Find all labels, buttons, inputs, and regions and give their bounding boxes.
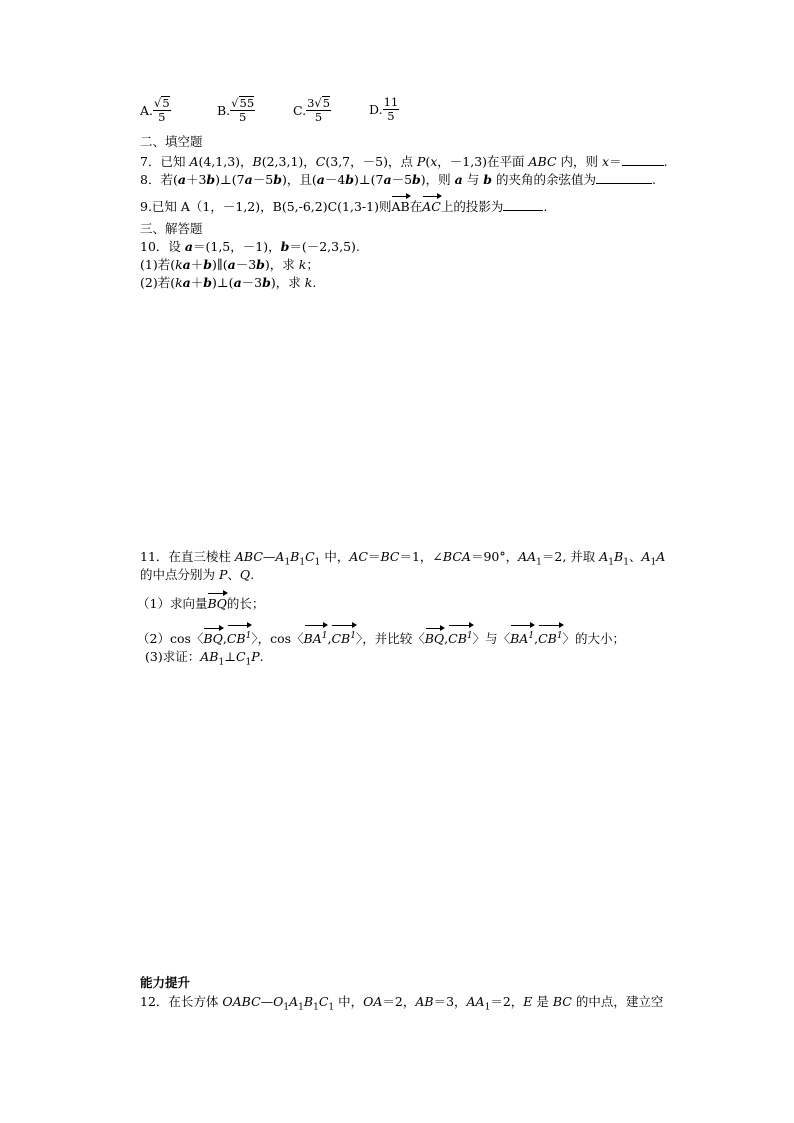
q7-var: x: [602, 154, 610, 169]
vector-arrow-icon: BQ: [203, 627, 222, 647]
q11-sup: 1: [556, 631, 563, 641]
q11-sup: 1: [245, 631, 252, 641]
vector-arrow-icon: [538, 624, 562, 647]
q7-plane: ABC: [528, 154, 557, 169]
q8-text: 与: [462, 172, 484, 187]
q11-var: A: [656, 549, 666, 564]
q12-text: 12．在长方体: [140, 994, 223, 1009]
q11-sub: 1: [536, 557, 542, 568]
question-9: [140, 195, 547, 215]
vector-arrow-icon: [331, 624, 355, 647]
q11-text: 、: [227, 567, 240, 582]
q11-sub: 1: [284, 557, 291, 568]
q11-text: 11．在直三棱柱: [140, 549, 235, 564]
choice-letter: B.: [217, 102, 231, 118]
vector-a: a: [233, 275, 242, 290]
q11-var: AB: [200, 649, 219, 664]
q11-var: AA: [518, 549, 537, 564]
q11-var: C: [305, 549, 315, 564]
denominator: 5: [314, 110, 323, 124]
q11-text: 〉与〈: [472, 631, 511, 647]
q11-text: .: [250, 567, 255, 582]
fraction: [230, 96, 255, 124]
vector-label: CB: [226, 631, 246, 647]
q11-text: 的长；: [226, 596, 265, 611]
q11-text: 的中点分别为: [140, 567, 219, 582]
q11-var: ABC: [234, 549, 263, 564]
q8-text: 8．若(: [140, 172, 178, 187]
q9-text: 上的投影为: [440, 199, 504, 214]
section-heading-fill: 二、填空题: [140, 134, 203, 149]
q11-text: （2）cos〈: [137, 631, 204, 647]
vector-a: a: [184, 239, 193, 254]
vector-a: a: [227, 257, 236, 272]
q11-sub: 1: [608, 557, 615, 568]
q8-text: )，且(: [281, 172, 317, 187]
q12-var: AB: [415, 994, 434, 1009]
q7-point: P: [416, 154, 426, 169]
vector-a: a: [244, 172, 253, 187]
vector-arrow-icon: AB: [391, 195, 409, 215]
vector-b: b: [483, 172, 492, 187]
vector-label: BA: [303, 631, 322, 647]
q11-text: 〉，cos〈: [251, 631, 304, 647]
q12-var: OA: [363, 994, 383, 1009]
q10-var: k: [298, 257, 307, 272]
q8-text: )，则: [420, 172, 455, 187]
numerator: 11: [383, 95, 399, 109]
q11-text: —: [262, 549, 276, 564]
q11-sub: 1: [299, 557, 306, 568]
q12-text: 的中点，建立空: [571, 994, 664, 1009]
q12-sub: 1: [313, 1002, 319, 1013]
q7-text: (4,1,3)，: [198, 154, 253, 169]
answer-blank: [596, 171, 652, 184]
q7-point: B: [252, 154, 262, 169]
vector-b: b: [280, 239, 290, 254]
question-8: [140, 171, 656, 188]
radicand: 5: [162, 96, 170, 110]
denominator: 5: [238, 110, 247, 124]
q10-text: ＝(－2,3,5).: [289, 239, 360, 254]
q11-text: （1）求向量: [137, 596, 208, 611]
q11-text: 〉的大小；: [562, 631, 626, 647]
q12-var: O: [273, 994, 284, 1009]
sqrt-icon: √ 5: [154, 96, 170, 110]
q7-text: ，－1,3)在平面: [437, 154, 529, 169]
vector-b: b: [203, 275, 213, 290]
q11-text: ,: [327, 631, 332, 647]
vector-a: a: [454, 172, 463, 187]
fraction: [383, 96, 400, 123]
q11-text: (3)求证：: [145, 649, 201, 664]
choice-a: [140, 96, 171, 124]
q11-sup: 1: [321, 631, 328, 641]
q12-sub: 1: [283, 1002, 290, 1013]
vector-arrow-icon: AC: [422, 195, 441, 215]
q12-sub: 1: [328, 1002, 335, 1013]
q11-text: ,: [444, 631, 449, 647]
q8-text: )⊥(7: [354, 172, 384, 187]
q7-text: ＝: [609, 154, 622, 169]
question-11-part-1: [137, 592, 264, 612]
q11-var: BCA: [442, 549, 471, 564]
vector-b: b: [345, 172, 355, 187]
vector-arrow-icon: [304, 624, 328, 647]
q10-text: )，求: [270, 275, 305, 290]
vector-b: b: [256, 257, 265, 272]
q11-sup: 1: [528, 631, 535, 641]
choice-letter: C.: [293, 102, 307, 118]
q10-var: k: [175, 257, 183, 272]
q10-text: 10．设: [140, 239, 185, 254]
q10-text: .: [312, 275, 317, 290]
q11-var: P: [218, 567, 228, 582]
q10-text: )，求: [264, 257, 299, 272]
vector-b: b: [206, 172, 216, 187]
q11-var: B: [614, 549, 624, 564]
q11-var: BC: [380, 549, 400, 564]
q12-text: 中，: [334, 994, 364, 1009]
q11-sub: 1: [245, 657, 252, 668]
vector-a: a: [182, 257, 191, 272]
q11-var: C: [235, 649, 246, 664]
vector-a: a: [383, 172, 392, 187]
q12-var: E: [523, 994, 533, 1009]
q8-text: －5: [391, 172, 413, 187]
q8-text: －5: [252, 172, 274, 187]
q7-text: .: [663, 154, 668, 169]
choice-b: [217, 96, 255, 124]
q11-sup: 1: [466, 631, 473, 641]
q12-text: 是: [532, 994, 553, 1009]
vector-b: b: [262, 275, 271, 290]
q12-sub: 1: [298, 1002, 304, 1013]
q10-text: －3: [241, 275, 263, 290]
denominator: 5: [387, 109, 395, 123]
q11-var: P: [251, 649, 260, 664]
q10-text: ＝(1,5，－1)，: [193, 239, 281, 254]
vector-arrow-icon: BQ: [207, 592, 226, 612]
q11-sub: 1: [623, 557, 629, 568]
q8-text: －4: [324, 172, 346, 187]
question-11-line-2: [140, 567, 254, 583]
q7-point: A: [189, 154, 199, 169]
vector-label: CB: [538, 631, 557, 647]
vector-arrow-icon: [510, 624, 534, 647]
denominator: 5: [158, 110, 166, 124]
vector-label: CB: [331, 631, 351, 647]
q11-var: B: [290, 549, 300, 564]
sqrt-icon: √ 55: [231, 96, 255, 110]
section-heading-answer: 三、解答题: [140, 221, 203, 236]
q12-var: BC: [552, 994, 572, 1009]
question-11-part-2: [137, 624, 625, 647]
vector-b: b: [273, 172, 282, 187]
q9-text: .: [543, 199, 548, 214]
q7-point: C: [315, 154, 326, 169]
choice-letter: A.: [140, 102, 154, 118]
radicand: 55: [239, 96, 255, 110]
vector-a: a: [182, 275, 191, 290]
q11-sub: 1: [650, 557, 657, 568]
q8-text: 的夹角的余弦值为: [491, 172, 596, 187]
q11-var: Q: [239, 567, 251, 582]
choice-letter: D.: [369, 102, 383, 117]
question-7: [140, 153, 668, 170]
q11-text: ,: [534, 631, 539, 647]
vector-b: b: [203, 257, 213, 272]
question-10-part-2: [140, 275, 316, 291]
q12-text: —: [260, 994, 274, 1009]
q10-text: (1)若(: [140, 257, 176, 272]
q11-text: ＝: [367, 549, 381, 564]
q11-text: 中，: [320, 549, 350, 564]
q9-text: 在: [409, 199, 423, 214]
vector-b: b: [412, 172, 421, 187]
q8-text: )⊥(7: [215, 172, 245, 187]
q11-text: ,: [222, 631, 227, 647]
q11-text: ＝2, 并取: [541, 549, 600, 564]
q10-text: －3: [235, 257, 257, 272]
question-10-part-1: [140, 257, 319, 273]
q12-sub: 1: [484, 1002, 491, 1013]
q11-var: A: [641, 549, 651, 564]
coefficient: 3: [307, 96, 315, 110]
q7-text: (2,3,1)，: [261, 154, 316, 169]
vector-a: a: [316, 172, 325, 187]
q11-text: ＝1，∠: [399, 549, 443, 564]
q11-sup: 1: [350, 631, 356, 641]
q12-var: B: [303, 994, 314, 1009]
q8-text: ＋3: [185, 172, 207, 187]
sqrt-icon: √ 5: [314, 96, 331, 110]
question-11-part-3: [145, 649, 264, 671]
q10-text: (2)若(: [140, 275, 176, 290]
q11-text: ＝90°，: [470, 549, 519, 564]
q11-text: .: [259, 649, 264, 664]
q12-text: ＝2，: [490, 994, 524, 1009]
q7-text: (3,7，－5)，点: [325, 154, 417, 169]
q11-var: AC: [349, 549, 368, 564]
section-heading-ability: 能力提升: [140, 975, 191, 990]
vector-arrow-icon: [227, 624, 251, 647]
question-12: [140, 994, 663, 1016]
vector-arrow-icon: BQ: [425, 627, 444, 647]
q12-var: OABC: [222, 994, 261, 1009]
q11-text: ⊥: [224, 649, 236, 664]
answer-blank: [503, 198, 543, 211]
q11-sub: 1: [314, 557, 321, 568]
choice-d: [369, 96, 399, 123]
q12-var: A: [289, 994, 299, 1009]
fraction: [306, 96, 331, 124]
q9-text: 9.已知 A（1，－1,2)，B(5,-6,2)C(1,3-1)则: [140, 199, 392, 214]
q10-text: ＋: [190, 275, 204, 290]
q7-var: x: [430, 154, 438, 169]
fraction: [153, 96, 171, 124]
q8-text: .: [651, 172, 656, 187]
q12-text: ＝2，: [382, 994, 416, 1009]
vector-label: BA: [510, 631, 529, 647]
vector-label: CB: [448, 631, 467, 647]
radicand: 5: [322, 96, 331, 110]
vector-arrow-icon: [448, 624, 472, 647]
q11-text: 〉，并比较〈: [355, 631, 425, 647]
q11-var: A: [275, 549, 285, 564]
q7-text: (: [425, 154, 431, 169]
vector-a: a: [177, 172, 186, 187]
q12-text: ＝3，: [433, 994, 467, 1009]
q10-text: ；: [306, 257, 319, 272]
q10-text: )⊥(: [212, 275, 234, 290]
q10-var: k: [175, 275, 183, 290]
q12-var: C: [318, 994, 329, 1009]
choice-c: [293, 96, 331, 124]
q10-text: ＋: [190, 257, 204, 272]
q7-text: 7．已知: [140, 154, 190, 169]
q7-text: 内，则: [556, 154, 602, 169]
question-10-stem: [140, 239, 360, 255]
q12-var: AA: [466, 994, 485, 1009]
q10-text: )∥(: [212, 257, 228, 272]
q11-var: A: [599, 549, 609, 564]
q11-text: 、: [628, 549, 642, 564]
q10-var: k: [304, 275, 313, 290]
q11-sub: 1: [218, 657, 225, 668]
answer-blank: [622, 153, 664, 166]
